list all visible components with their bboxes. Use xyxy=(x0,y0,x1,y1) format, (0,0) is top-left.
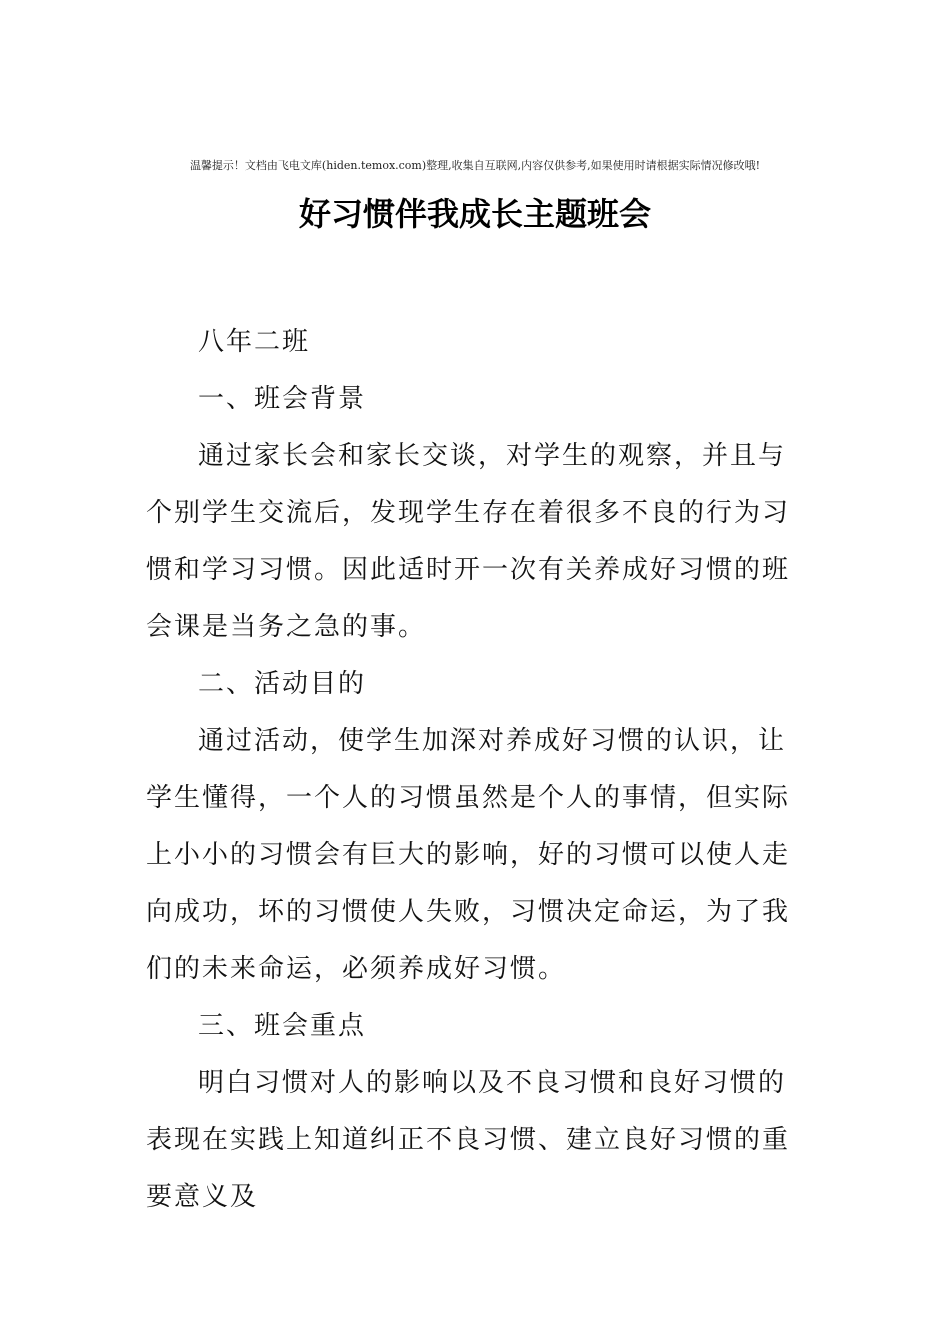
paragraph-focus: 明白习惯对人的影响以及不良习惯和良好习惯的表现在实践上知道纠正不良习惯、建立良好习惯的重要意义及 xyxy=(146,1068,791,1212)
page-title: 好习惯伴我成长主题班会 xyxy=(298,195,651,233)
header-notice: 温馨提示！文档由飞电文库(hiden.temox.com)整理,收集自互联网,内容仅供参考,如果使用时请根据实际情况修改哦! xyxy=(189,159,761,172)
paragraph-purpose: 通过活动，使学生加深对养成好习惯的认识，让学生懂得，一个人的习惯虽然是个人的事情，但实际上小小的习惯会有巨大的影响，好的习惯可以使人走向成功，坏的习惯使人失败，习惯决定命运，为了我们的未来命运，必须养成好习惯。 xyxy=(146,726,791,984)
paragraph-background: 通过家长会和家长交谈，对学生的观察，并且与个别学生交流后，发现学生存在着很多不良的行为习惯和学习习惯。因此适时开一次有关养成好习惯的班会课是当务之急的事。 xyxy=(146,441,791,642)
section-heading-focus: 三、班会重点 xyxy=(198,1011,367,1041)
class-name: 八年二班 xyxy=(198,327,311,357)
document-body xyxy=(146,314,808,1226)
section-heading-background: 一、班会背景 xyxy=(198,384,367,414)
section-heading-purpose: 二、活动目的 xyxy=(198,669,367,699)
